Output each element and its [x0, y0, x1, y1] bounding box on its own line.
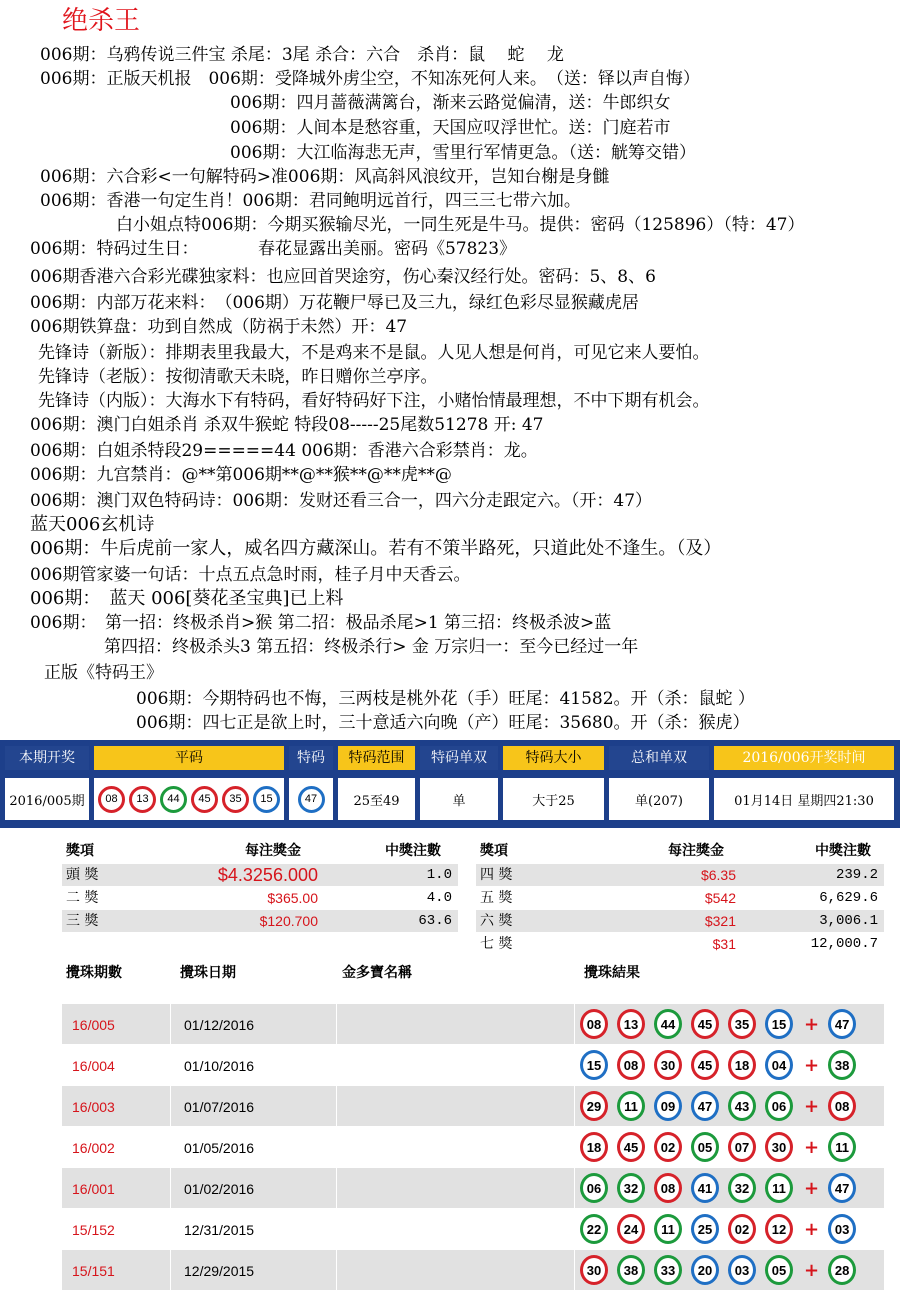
- plus-icon: +: [804, 1095, 820, 1117]
- prize-count: 239.2: [835, 867, 878, 883]
- lottery-ball: 13: [129, 786, 156, 813]
- plus-icon: +: [804, 1259, 820, 1281]
- lottery-ball: 11: [765, 1173, 793, 1203]
- lottery-ball: 02: [654, 1132, 682, 1162]
- prediction-line: 006期： 第一招：终极杀肖>猴 第二招：极品杀尾>1 第三招：终极杀波>蓝: [30, 613, 612, 633]
- prize-header-amount-right: 每注獎金: [668, 843, 724, 859]
- prize-row: [476, 864, 884, 886]
- result-balls: [580, 1009, 865, 1039]
- column-divider: [170, 1127, 171, 1167]
- lottery-ball: 07: [728, 1132, 756, 1162]
- draw-date-cell: 01/10/2016: [184, 1058, 255, 1074]
- special-lottery-ball: 38: [828, 1050, 856, 1080]
- draw-period-cell: 16/004: [72, 1058, 115, 1074]
- prize-name: 七 獎: [480, 936, 513, 952]
- prediction-line: 006期：香港一句定生肖！006期：君同鲍明远首行，四三三七带六加。: [40, 191, 581, 211]
- header-special-odd-even: 特码单双: [420, 746, 498, 770]
- prize-row: [476, 887, 884, 909]
- header-normal-numbers: 平码: [94, 746, 284, 770]
- prediction-line: 正版《特码王》: [44, 663, 163, 683]
- column-divider: [336, 1045, 337, 1085]
- prediction-line: 蓝天006玄机诗: [30, 514, 155, 535]
- prediction-line: 006期：四七正是欲上时，三十意适六向晚（产）旺尾：35680。开（杀：猴虎）: [136, 713, 750, 733]
- column-divider: [574, 1045, 575, 1085]
- prediction-line: 006期：九宫禁肖：@**第006期**@**猴**@**虎**@: [30, 465, 452, 485]
- lottery-ball: 12: [765, 1214, 793, 1244]
- prediction-line: 006期： 蓝天 006[葵花圣宝典]已上料: [30, 588, 344, 609]
- special-lottery-ball: 08: [828, 1091, 856, 1121]
- table-row: [62, 1045, 884, 1085]
- prediction-line: 先锋诗（老版）：按彻清歌天未晓，昨日赠你兰亭序。: [38, 367, 438, 387]
- column-divider: [574, 1209, 575, 1249]
- prize-row: [62, 887, 458, 909]
- prediction-line: 006期：澳门白姐杀肖 杀双牛猴蛇 特段08-----25尾数51278 开: 47: [30, 415, 544, 435]
- prediction-line: 006期管家婆一句话：十点五点急时雨，桂子月中天香云。: [30, 565, 471, 585]
- result-balls: [580, 1214, 865, 1244]
- prize-count: 4.0: [426, 890, 452, 906]
- special-size-value: 大于25: [503, 778, 604, 820]
- draw-date-cell: 01/05/2016: [184, 1140, 255, 1156]
- header-special-range: 特码范围: [338, 746, 415, 770]
- lottery-ball: 18: [580, 1132, 608, 1162]
- draw-date-cell: 12/31/2015: [184, 1222, 255, 1238]
- prize-name: 五 獎: [480, 890, 513, 906]
- lottery-ball: 29: [580, 1091, 608, 1121]
- table-row: [62, 1004, 884, 1044]
- lottery-ball: 30: [765, 1132, 793, 1162]
- draw-period: 2016/005期: [5, 778, 89, 820]
- prediction-line: 006期：正版天机报 006期：受降城外虏尘空，不知冻死何人来。 （送：铎以声自悔）: [40, 69, 700, 89]
- normal-balls: [94, 778, 284, 820]
- prediction-line: 006期：澳门双色特码诗：006期：发财还看三合一，四六分走跟定六。（开：47）: [30, 491, 653, 511]
- prediction-line: 006期：特码过生日： 春花显露出美丽。密码《57823》: [30, 239, 517, 259]
- special-lottery-ball: 47: [298, 786, 325, 813]
- prize-count: 1.0: [426, 867, 452, 883]
- lottery-ball: 03: [728, 1255, 756, 1285]
- draw-period-cell: 15/152: [72, 1222, 115, 1238]
- table-row: [62, 1127, 884, 1167]
- lottery-ball: 32: [617, 1173, 645, 1203]
- table-row: [62, 1168, 884, 1208]
- plus-icon: +: [804, 1218, 820, 1240]
- prize-count: 6,629.6: [819, 890, 878, 906]
- plus-icon: +: [804, 1177, 820, 1199]
- result-balls: [580, 1132, 865, 1162]
- draw-period-cell: 16/005: [72, 1017, 115, 1033]
- lottery-ball: 43: [728, 1091, 756, 1121]
- plus-icon: +: [804, 1136, 820, 1158]
- lottery-ball: 45: [191, 786, 218, 813]
- lottery-ball: 41: [691, 1173, 719, 1203]
- lottery-ball: 47: [691, 1091, 719, 1121]
- prediction-line: 006期：内部万花来料： （006期）万花鞭尸辱已及三九，绿红色彩尽显猴藏虎居: [30, 293, 639, 313]
- lottery-ball: 13: [617, 1009, 645, 1039]
- header-current-draw: 本期开奖: [5, 746, 89, 770]
- prize-header-count-right: 中獎注數: [815, 843, 871, 859]
- header-special-number: 特码: [289, 746, 333, 770]
- header-sum-odd-even: 总和单双: [609, 746, 709, 770]
- draw-date-cell: 12/29/2015: [184, 1263, 255, 1279]
- draw-table: [0, 740, 900, 828]
- prize-amount: $365.00: [267, 890, 318, 906]
- draw-period-cell: 16/003: [72, 1099, 115, 1115]
- lottery-ball: 24: [617, 1214, 645, 1244]
- lottery-ball: 06: [765, 1091, 793, 1121]
- column-divider: [574, 1127, 575, 1167]
- special-ball: [289, 778, 333, 820]
- prediction-line: 006期铁算盘：功到自然成（防祸于未然）开：47: [30, 317, 408, 337]
- prize-header-count: 中獎注數: [385, 843, 441, 859]
- prize-name: 二 獎: [66, 890, 99, 906]
- column-divider: [336, 1086, 337, 1126]
- lottery-ball: 11: [654, 1214, 682, 1244]
- prize-count: 3,006.1: [819, 913, 878, 929]
- prediction-line: 006期：大江临海悲无声，雪里行军情更急。（送：觥筹交错）: [230, 143, 696, 163]
- lottery-ball: 18: [728, 1050, 756, 1080]
- lottery-ball: 05: [765, 1255, 793, 1285]
- special-lottery-ball: 47: [828, 1173, 856, 1203]
- lottery-ball: 30: [580, 1255, 608, 1285]
- lottery-ball: 04: [765, 1050, 793, 1080]
- draw-period-cell: 15/151: [72, 1263, 115, 1279]
- lottery-ball: 11: [617, 1091, 645, 1121]
- prize-row: [476, 910, 884, 932]
- prediction-line: 006期：六合彩<一句解特码>准006期：风高斜风浪纹开，岂知台榭是身雠: [40, 167, 610, 187]
- column-divider: [336, 1004, 337, 1044]
- prize-row: [62, 910, 458, 932]
- draw-date-cell: 01/02/2016: [184, 1181, 255, 1197]
- lottery-ball: 35: [222, 786, 249, 813]
- table-row: [62, 1209, 884, 1249]
- lottery-ball: 30: [654, 1050, 682, 1080]
- lottery-ball: 25: [691, 1214, 719, 1244]
- prize-header-name-right: 獎項: [480, 843, 508, 859]
- result-balls: [580, 1255, 865, 1285]
- result-balls: [580, 1091, 865, 1121]
- lottery-ball: 38: [617, 1255, 645, 1285]
- draw-date-cell: 01/12/2016: [184, 1017, 255, 1033]
- page-title: 绝杀王: [62, 6, 141, 36]
- special-odd-even-value: 单: [420, 778, 498, 820]
- prize-name: 六 獎: [480, 913, 513, 929]
- prize-name: 頭 獎: [66, 867, 99, 883]
- column-divider: [170, 1250, 171, 1290]
- prediction-line: 006期：乌鸦传说三件宝 杀尾：3尾 杀合：六合 杀肖：鼠 蛇 龙: [40, 45, 564, 65]
- special-lottery-ball: 11: [828, 1132, 856, 1162]
- draw-date-cell: 01/07/2016: [184, 1099, 255, 1115]
- lottery-ball: 35: [728, 1009, 756, 1039]
- lottery-ball: 44: [654, 1009, 682, 1039]
- column-divider: [170, 1086, 171, 1126]
- lottery-ball: 09: [654, 1091, 682, 1121]
- lottery-ball: 44: [160, 786, 187, 813]
- lottery-ball: 08: [98, 786, 125, 813]
- special-lottery-ball: 28: [828, 1255, 856, 1285]
- prediction-line: 006期：四月蔷薇满篱台，渐来云路觉偏清，送：牛郎织女: [230, 93, 671, 113]
- column-divider: [574, 1086, 575, 1126]
- prediction-line: 006期香港六合彩光碟独家料：也应回首哭途穷，伤心秦汉经行处。密码：5、8、6: [30, 267, 656, 287]
- lottery-ball: 08: [580, 1009, 608, 1039]
- lottery-ball: 22: [580, 1214, 608, 1244]
- result-balls: [580, 1050, 865, 1080]
- column-divider: [336, 1250, 337, 1290]
- prize-header-amount: 每注獎金: [245, 843, 301, 859]
- sum-odd-even-value: 单(207): [609, 778, 709, 820]
- results-header-name: 金多寶名稱: [342, 965, 412, 981]
- prize-name: 三 獎: [66, 913, 99, 929]
- lottery-ball: 02: [728, 1214, 756, 1244]
- column-divider: [170, 1045, 171, 1085]
- table-row: [62, 1250, 884, 1290]
- plus-icon: +: [804, 1054, 820, 1076]
- prize-amount: $4.3256.000: [217, 865, 318, 885]
- column-divider: [574, 1168, 575, 1208]
- prediction-line: 先锋诗（新版）：排期表里我最大，不是鸡来不是鼠。人见人想是何肖，可见它来人要怕。: [38, 343, 710, 363]
- lottery-ball: 45: [617, 1132, 645, 1162]
- lottery-ball: 08: [654, 1173, 682, 1203]
- results-header-period: 攪珠期數: [66, 965, 122, 981]
- lottery-ball: 05: [691, 1132, 719, 1162]
- column-divider: [336, 1168, 337, 1208]
- prize-header-name: 獎項: [66, 843, 94, 859]
- prize-amount: $321: [704, 913, 736, 929]
- prediction-line: 006期：人间本是愁容重，天国应叹浮世忙。送：门庭若市: [230, 118, 671, 138]
- special-range-value: 25至49: [338, 778, 415, 820]
- column-divider: [574, 1004, 575, 1044]
- table-row: [62, 1086, 884, 1126]
- lottery-ball: 45: [691, 1009, 719, 1039]
- column-divider: [336, 1209, 337, 1249]
- lottery-ball: 33: [654, 1255, 682, 1285]
- results-header-result: 攪珠結果: [584, 965, 640, 981]
- special-lottery-ball: 03: [828, 1214, 856, 1244]
- result-balls: [580, 1173, 865, 1203]
- prize-amount: $542: [704, 890, 736, 906]
- prize-amount: $120.700: [259, 913, 318, 929]
- column-divider: [170, 1209, 171, 1249]
- lottery-ball: 15: [253, 786, 280, 813]
- prediction-line: 006期：今期特码也不悔，三两枝是桃外花（手）旺尾：41582。开（杀：鼠蛇 ）: [136, 689, 755, 709]
- lottery-ball: 08: [617, 1050, 645, 1080]
- plus-icon: +: [804, 1013, 820, 1035]
- column-divider: [336, 1127, 337, 1167]
- column-divider: [170, 1004, 171, 1044]
- prediction-line: 白小姐点特006期：今期买猴输尽光，一同生死是牛马。提供：密码（125896）（特：47）: [116, 215, 805, 235]
- lottery-ball: 15: [580, 1050, 608, 1080]
- prize-amount: $6.35: [700, 867, 736, 883]
- lottery-ball: 32: [728, 1173, 756, 1203]
- draw-period-cell: 16/001: [72, 1181, 115, 1197]
- prize-amount: $31: [712, 936, 736, 952]
- header-next-draw-time: 2016/006开奖时间: [714, 746, 894, 770]
- column-divider: [170, 1168, 171, 1208]
- prediction-line: 先锋诗（内版）：大海水下有特码，看好特码好下注，小赌怡情最理想，不中下期有机会。: [38, 391, 710, 411]
- prediction-line: 006期：牛后虎前一家人，威名四方藏深山。若有不策半路死，只道此处不逢生。（及）: [30, 538, 722, 559]
- lottery-ball: 20: [691, 1255, 719, 1285]
- prize-row: [476, 933, 884, 955]
- results-header-date: 攪珠日期: [180, 965, 236, 981]
- prize-count: 12,000.7: [810, 936, 878, 952]
- special-lottery-ball: 47: [828, 1009, 856, 1039]
- lottery-ball: 06: [580, 1173, 608, 1203]
- prize-name: 四 獎: [480, 867, 513, 883]
- column-divider: [574, 1250, 575, 1290]
- draw-period-cell: 16/002: [72, 1140, 115, 1156]
- prediction-line: 第四招：终极杀头3 第五招：终极杀行> 金 万宗归一：至今已经过一年: [104, 637, 639, 657]
- header-special-size: 特码大小: [503, 746, 604, 770]
- prize-count: 63.6: [418, 913, 452, 929]
- next-draw-time-value: 01月14日 星期四21:30: [714, 778, 894, 820]
- prediction-line: 006期：白姐杀特段29=====44 006期：香港六合彩禁肖：龙。: [30, 441, 538, 461]
- lottery-ball: 45: [691, 1050, 719, 1080]
- lottery-ball: 15: [765, 1009, 793, 1039]
- prize-row: [62, 864, 458, 886]
